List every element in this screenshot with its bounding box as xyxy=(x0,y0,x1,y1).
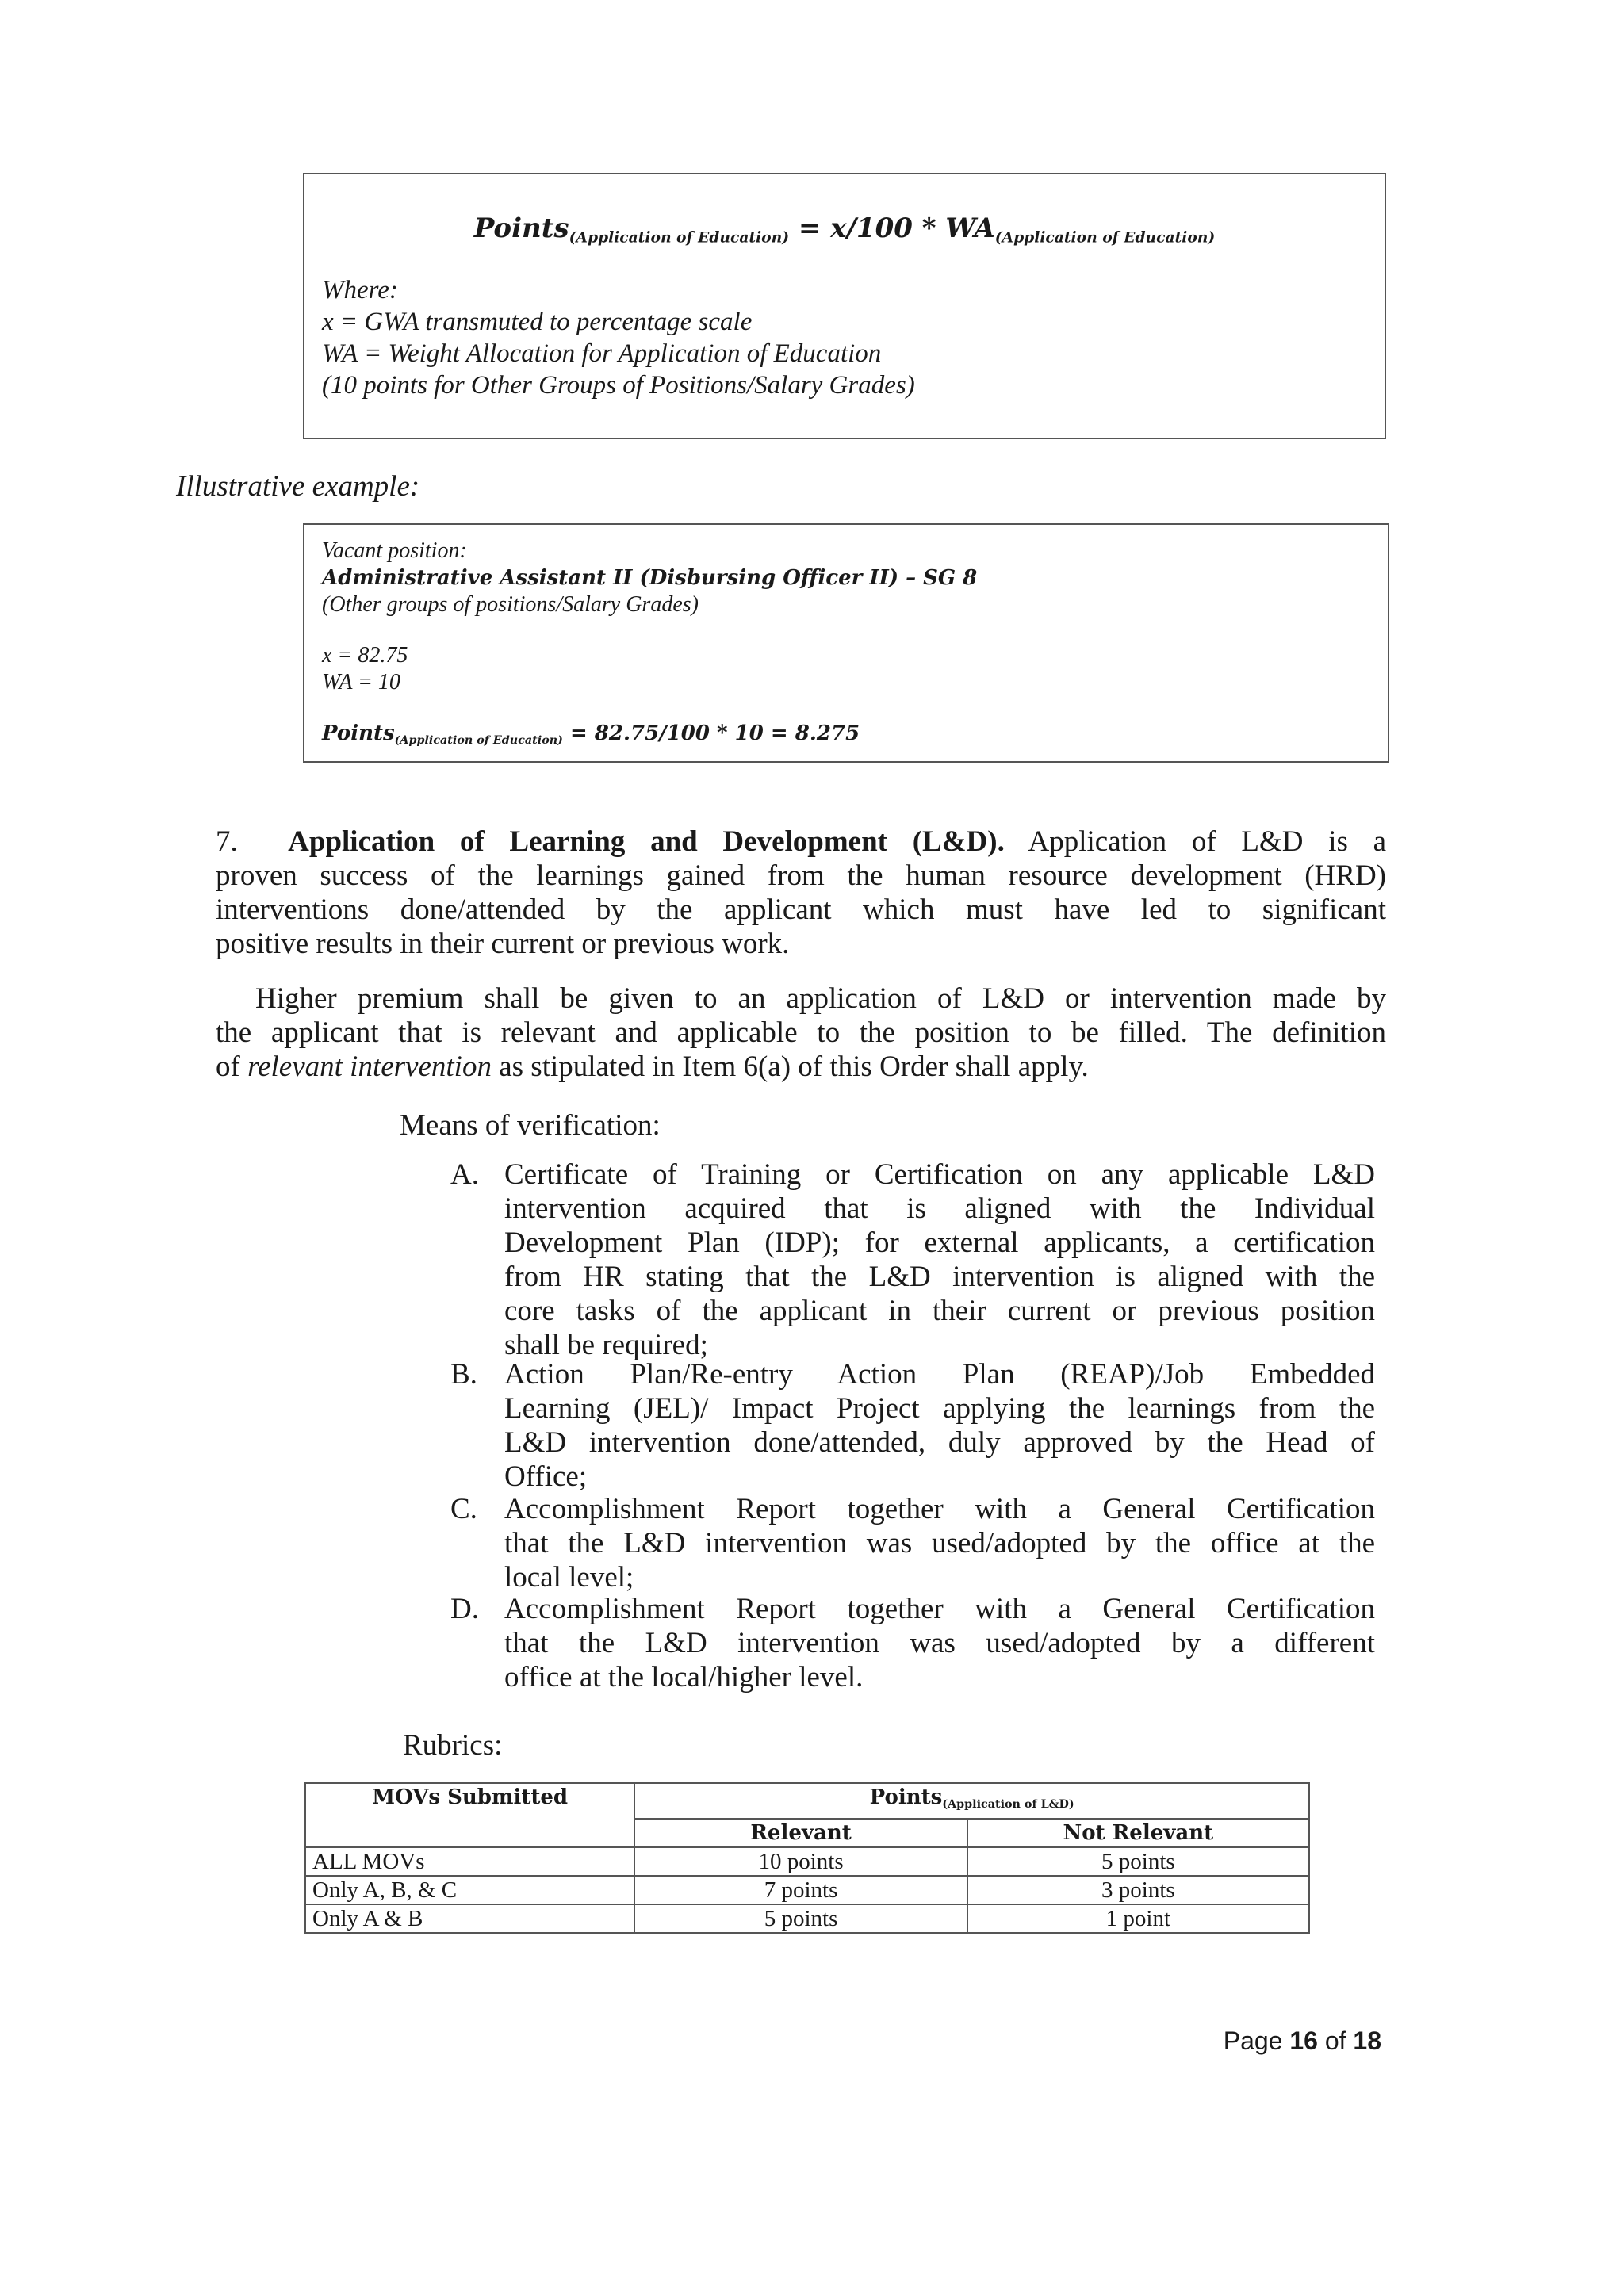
rubrics-label: Rubrics: xyxy=(403,1729,503,1762)
example-wa-value: WA = 10 xyxy=(322,670,400,695)
formula-box xyxy=(303,173,1386,439)
section-title: Application of Learning and Development (L&D). xyxy=(288,825,1005,858)
definition-wa: WA = Weight Allocation for Application of Education xyxy=(322,339,882,368)
position-group: (Other groups of positions/Salary Grades) xyxy=(322,592,699,617)
vacant-position-title: Administrative Assistant II (Disbursing Officer II) – SG 8 xyxy=(322,566,978,590)
definition-note: (10 points for Other Groups of Positions/Salary Grades) xyxy=(322,371,915,400)
header-movs-submitted: MOVs Submitted xyxy=(305,1783,634,1847)
means-of-verification-label: Means of verification: xyxy=(400,1109,661,1142)
page-number: Page 16 of 18 xyxy=(1223,2026,1381,2055)
rubric-table xyxy=(304,1782,1310,1934)
definition-x: x = GWA transmuted to percentage scale xyxy=(322,308,753,336)
section-number: 7. xyxy=(216,825,238,858)
section-7-paragraph: 7. Application of Learning and Development (L&D). Application of L&D is a proven success of the learnings gained from the human resource development (HRD) interventions done/attended by the applicant which must have led to significant positive results in their current or previous work. xyxy=(216,825,1387,960)
example-x-value: x = 82.75 xyxy=(322,643,408,668)
table-row: Only A & B 5 points 1 point xyxy=(305,1904,1309,1933)
relevant-intervention-term: relevant intervention xyxy=(247,1050,492,1083)
vacant-position-label: Vacant position: xyxy=(322,538,467,563)
formula-definitions xyxy=(322,274,915,401)
where-label: Where: xyxy=(322,276,398,304)
higher-premium-paragraph: Higher premium shall be given to an application of L&D or intervention made by the applicant that is relevant and applicable to the position to be filled. The definition of relevant intervention as stipulated in Item 6(a) of this Order shall apply. xyxy=(216,982,1386,1083)
example-box xyxy=(303,523,1389,763)
header-relevant: Relevant xyxy=(634,1819,967,1847)
table-row: Only A, B, & C 7 points 3 points xyxy=(305,1876,1309,1904)
header-points: Points$_{(Application of L\&D)}$ xyxy=(634,1783,1309,1819)
table-row: ALL MOVs 10 points 5 points xyxy=(305,1847,1309,1876)
illustrative-example-label: Illustrative example: xyxy=(176,470,420,503)
header-not-relevant: Not Relevant xyxy=(967,1819,1309,1847)
points-formula: Points$_{(Application of Education)}$ = $x/100 * WA_{(Application of Education)}$ xyxy=(473,212,1216,247)
example-result: Points$_{(Application of Education)}$ = 82.75/100 * 10 = 8.275 xyxy=(322,721,860,747)
